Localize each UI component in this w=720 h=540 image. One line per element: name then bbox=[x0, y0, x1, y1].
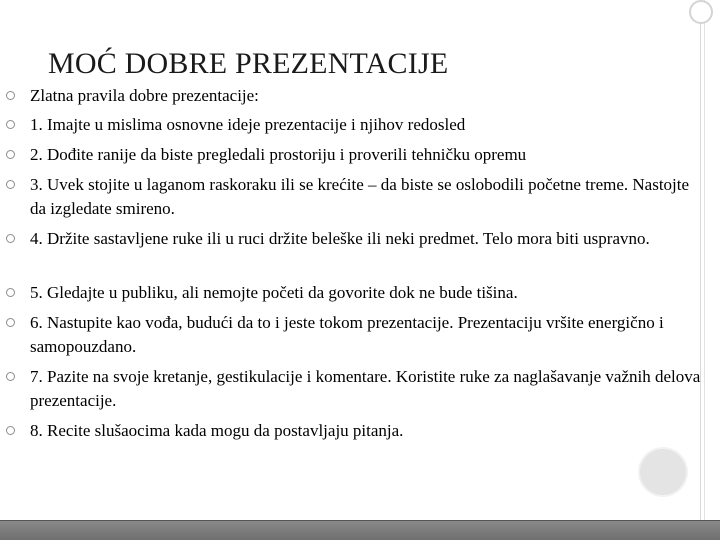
bullet-text: 6. Nastupite kao vođa, budući da to i jeste tokom prezentacije. Prezentaciju vršite energično i samopouzdano. bbox=[30, 313, 664, 356]
right-border-line-inner bbox=[704, 0, 705, 520]
bullet-circle-icon bbox=[6, 150, 15, 159]
bullet-circle-icon bbox=[6, 180, 15, 189]
bullet-circle-icon bbox=[6, 91, 15, 100]
decorative-circle-bottom bbox=[640, 449, 686, 495]
footer-bar bbox=[0, 520, 720, 540]
bullet-text: Zlatna pravila dobre prezentacije: bbox=[30, 86, 259, 105]
bullet-text: 1. Imajte u mislima osnovne ideje prezentacije i njihov redosled bbox=[30, 115, 466, 134]
bullet-circle-icon bbox=[6, 234, 15, 243]
bullet-circle-icon bbox=[6, 120, 15, 129]
bullet-circle-icon bbox=[6, 426, 15, 435]
bullet-circle-icon bbox=[6, 288, 15, 297]
bullet-text: 4. Držite sastavljene ruke ili u ruci držite beleške ili neki predmet. Telo mora biti uspravno. bbox=[30, 229, 650, 248]
bullet-text: 8. Recite slušaocima kada mogu da postavljaju pitanja. bbox=[30, 421, 404, 440]
bullet-text: 2. Dođite ranije da biste pregledali prostoriju i proverili tehničku opremu bbox=[30, 145, 527, 164]
bullet-circle-icon bbox=[6, 318, 15, 327]
decorative-circle-top bbox=[689, 0, 713, 24]
bullet-text: 3. Uvek stojite u laganom raskoraku ili se krećite – da biste se oslobodili početne treme. Nastojte da izgledate smireno. bbox=[30, 175, 690, 218]
bullet-text: 5. Gledajte u publiku, ali nemojte početi da govorite dok ne bude tišina. bbox=[30, 283, 518, 302]
bullet-text: 7. Pazite na svoje kretanje, gestikulacije i komentare. Koristite ruke za naglašavanje važnih delova prezentacije. bbox=[30, 367, 701, 410]
slide-title: MOĆ DOBRE PREZENTACIJE bbox=[48, 47, 449, 80]
bullet-circle-icon bbox=[6, 372, 15, 381]
